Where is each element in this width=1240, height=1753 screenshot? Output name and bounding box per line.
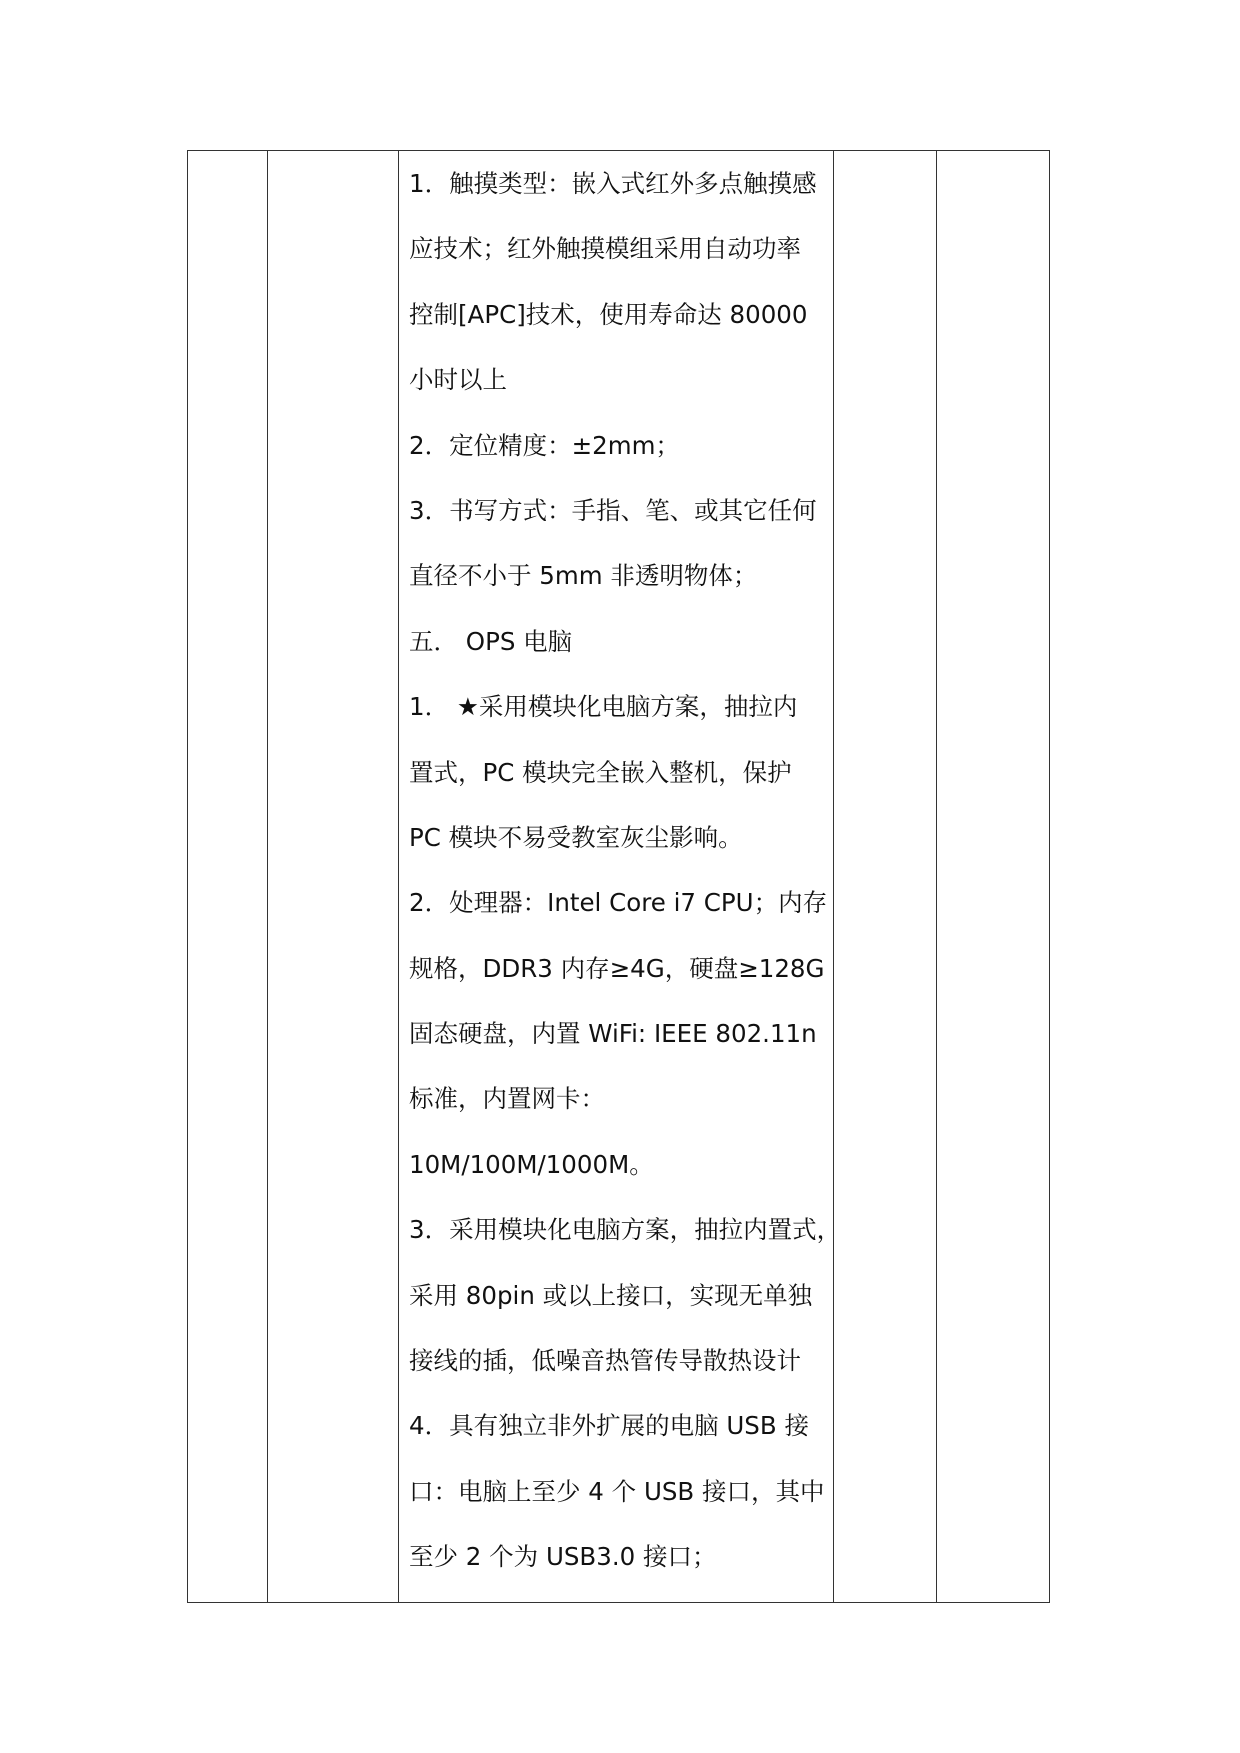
spec-line: 1． ★采用模块化电脑方案，抽拉内	[409, 692, 798, 722]
spec-line: 固态硬盘，内置 WiFi: IEEE 802.11n	[409, 1019, 817, 1049]
spec-line: 3．采用模块化电脑方案，抽拉内置式，	[409, 1215, 842, 1245]
spec-line: PC 模块不易受教室灰尘影响。	[409, 822, 743, 852]
spec-line: 直径不小于 5mm 非透明物体；	[409, 561, 758, 591]
spec-line: 至少 2 个为 USB3.0 接口；	[409, 1542, 717, 1572]
spec-line: 10M/100M/1000M。	[409, 1149, 654, 1179]
remarks-cell	[937, 151, 1050, 1603]
item-name-cell	[268, 151, 399, 1603]
spec-line: 规格，DDR3 内存≥4G，硬盘≥128G	[409, 953, 825, 983]
spec-line: 小时以上	[409, 365, 507, 395]
spec-line: 采用 80pin 或以上接口，实现无单独	[409, 1280, 813, 1310]
spec-line: 2．定位精度：±2mm；	[409, 430, 680, 460]
spec-table	[187, 150, 1050, 1603]
section-heading: 五． OPS 电脑	[409, 626, 573, 656]
spec-line: 4．具有独立非外扩展的电脑 USB 接	[409, 1411, 809, 1441]
table-row	[188, 151, 1050, 1603]
spec-line: 口：电脑上至少 4 个 USB 接口，其中	[409, 1476, 825, 1506]
spec-line: 3．书写方式：手指、笔、或其它任何	[409, 495, 817, 525]
spec-line: 2．处理器：Intel Core i7 CPU；内存	[409, 888, 828, 918]
spec-line: 1．触摸类型：嵌入式红外多点触摸感	[409, 169, 817, 198]
spec-line: 应技术；红外触摸模组采用自动功率	[409, 234, 801, 264]
spec-line: 置式，PC 模块完全嵌入整机，保护	[409, 757, 792, 787]
quantity-cell	[834, 151, 937, 1603]
spec-cell	[399, 151, 842, 1603]
spec-line: 接线的插，低噪音热管传导散热设计	[409, 1346, 801, 1376]
index-cell	[188, 151, 268, 1603]
spec-line: 控制[APC]技术，使用寿命达 80000	[409, 299, 808, 329]
spec-text-block	[399, 151, 842, 1602]
spec-line: 标准，内置网卡：	[409, 1084, 605, 1114]
